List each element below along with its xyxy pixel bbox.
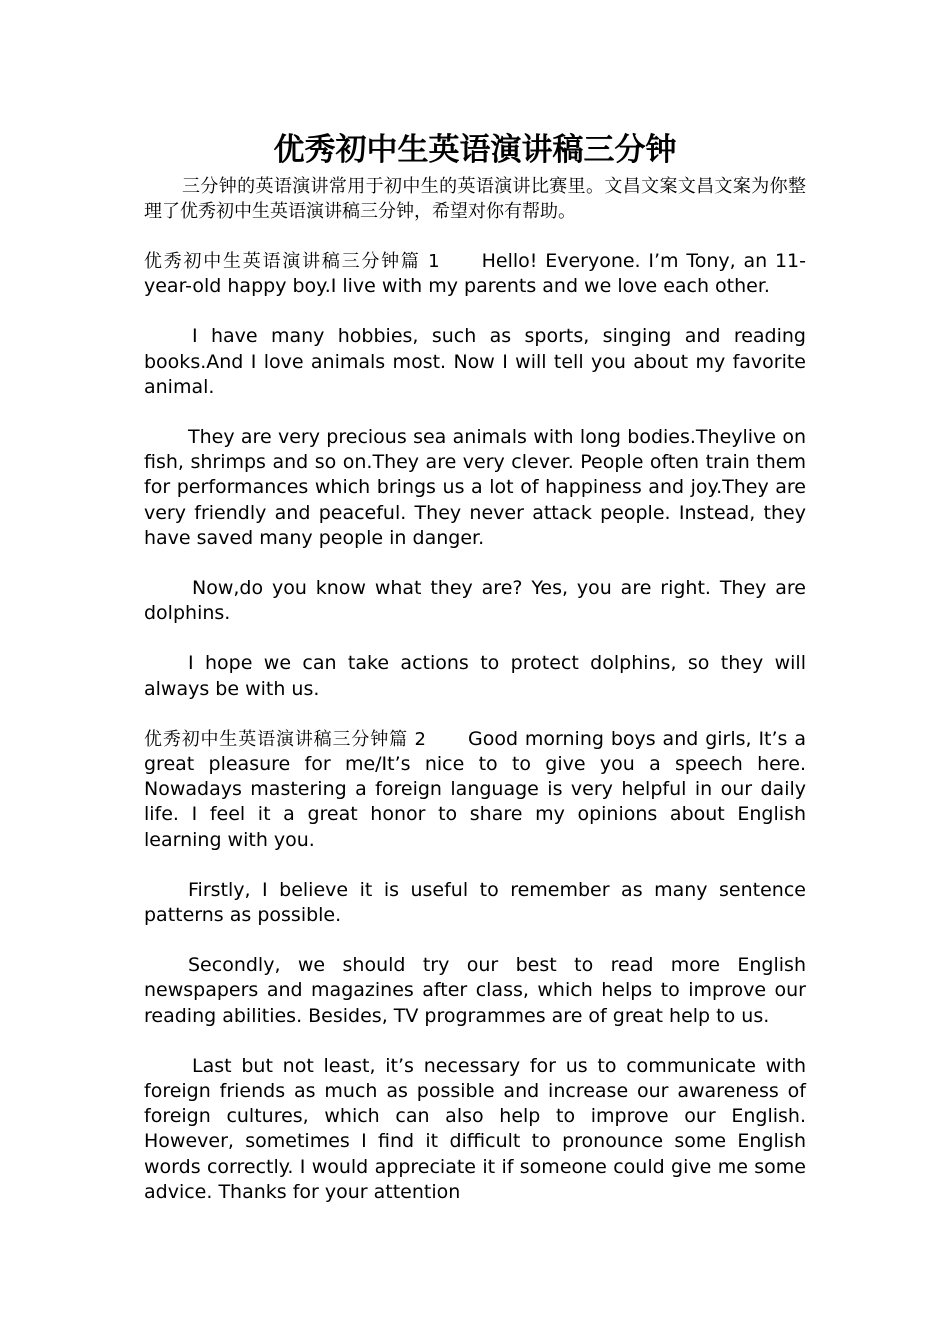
- section-1-first-paragraph: [144, 249, 806, 299]
- section-1-heading: 优秀初中生英语演讲稿三分钟篇 1: [144, 251, 440, 272]
- section-1-paragraph: Now,do you know what they are? Yes, you are right. They are dolphins.: [144, 577, 806, 625]
- section-2-paragraph: Firstly, I believe it is useful to remember as many sentence patterns as possible.: [144, 878, 806, 927]
- intro-paragraph: 三分钟的英语演讲常用于初中生的英语演讲比赛里。文昌文案文昌文案为你整理了优秀初中生英语演讲稿三分钟，希望对你有帮助。: [144, 176, 806, 222]
- section-1-paragraph: I hope we can take actions to protect dolphins, so they will always be with us.: [144, 652, 806, 700]
- document-page: [144, 128, 806, 1205]
- document-title: 优秀初中生英语演讲稿三分钟: [273, 132, 677, 168]
- section-1-first-text: Hello! Everyone. I’m Tony, an 11-year-old happy boy.I live with my parents and we love each other.: [144, 250, 806, 298]
- section-1-paragraph: They are very precious sea animals with long bodies.Theylive on fish, shrimps and so on.They are very clever. People often train them for performances which brings us a lot of happiness and joy.They are very friendly and peaceful. They never attack people. Instead, they have saved many people in danger.: [144, 426, 806, 549]
- section-1-paragraph: I have many hobbies, such as sports, singing and reading books.And I love animals most. Now I will tell you about my favorite animal.: [144, 325, 806, 398]
- section-2-paragraph: Last but not least, it’s necessary for us to communicate with foreign friends as much as possible and increase our awareness of foreign cultures, which can also help to improve our English. However, sometimes I find it difficult to pronounce some English words correctly. I would appreciate it if someone could give me some advice. Thanks for your attention: [144, 1054, 806, 1203]
- section-2-heading: 优秀初中生英语演讲稿三分钟篇 2: [144, 728, 426, 750]
- section-2-paragraph: Secondly, we should try our best to read more English newspapers and magazines after class, which helps to improve our reading abilities. Besides, TV programmes are of great help to us.: [144, 954, 806, 1027]
- section-2-first-text: Good morning boys and girls, It’s a great pleasure for me/It’s nice to to give you a speech here. Nowadays mastering a foreign language is very helpful in our daily life. I feel it a great honor to share my opinions about English learning with you.: [144, 727, 806, 851]
- section-2-first-paragraph: [144, 727, 806, 853]
